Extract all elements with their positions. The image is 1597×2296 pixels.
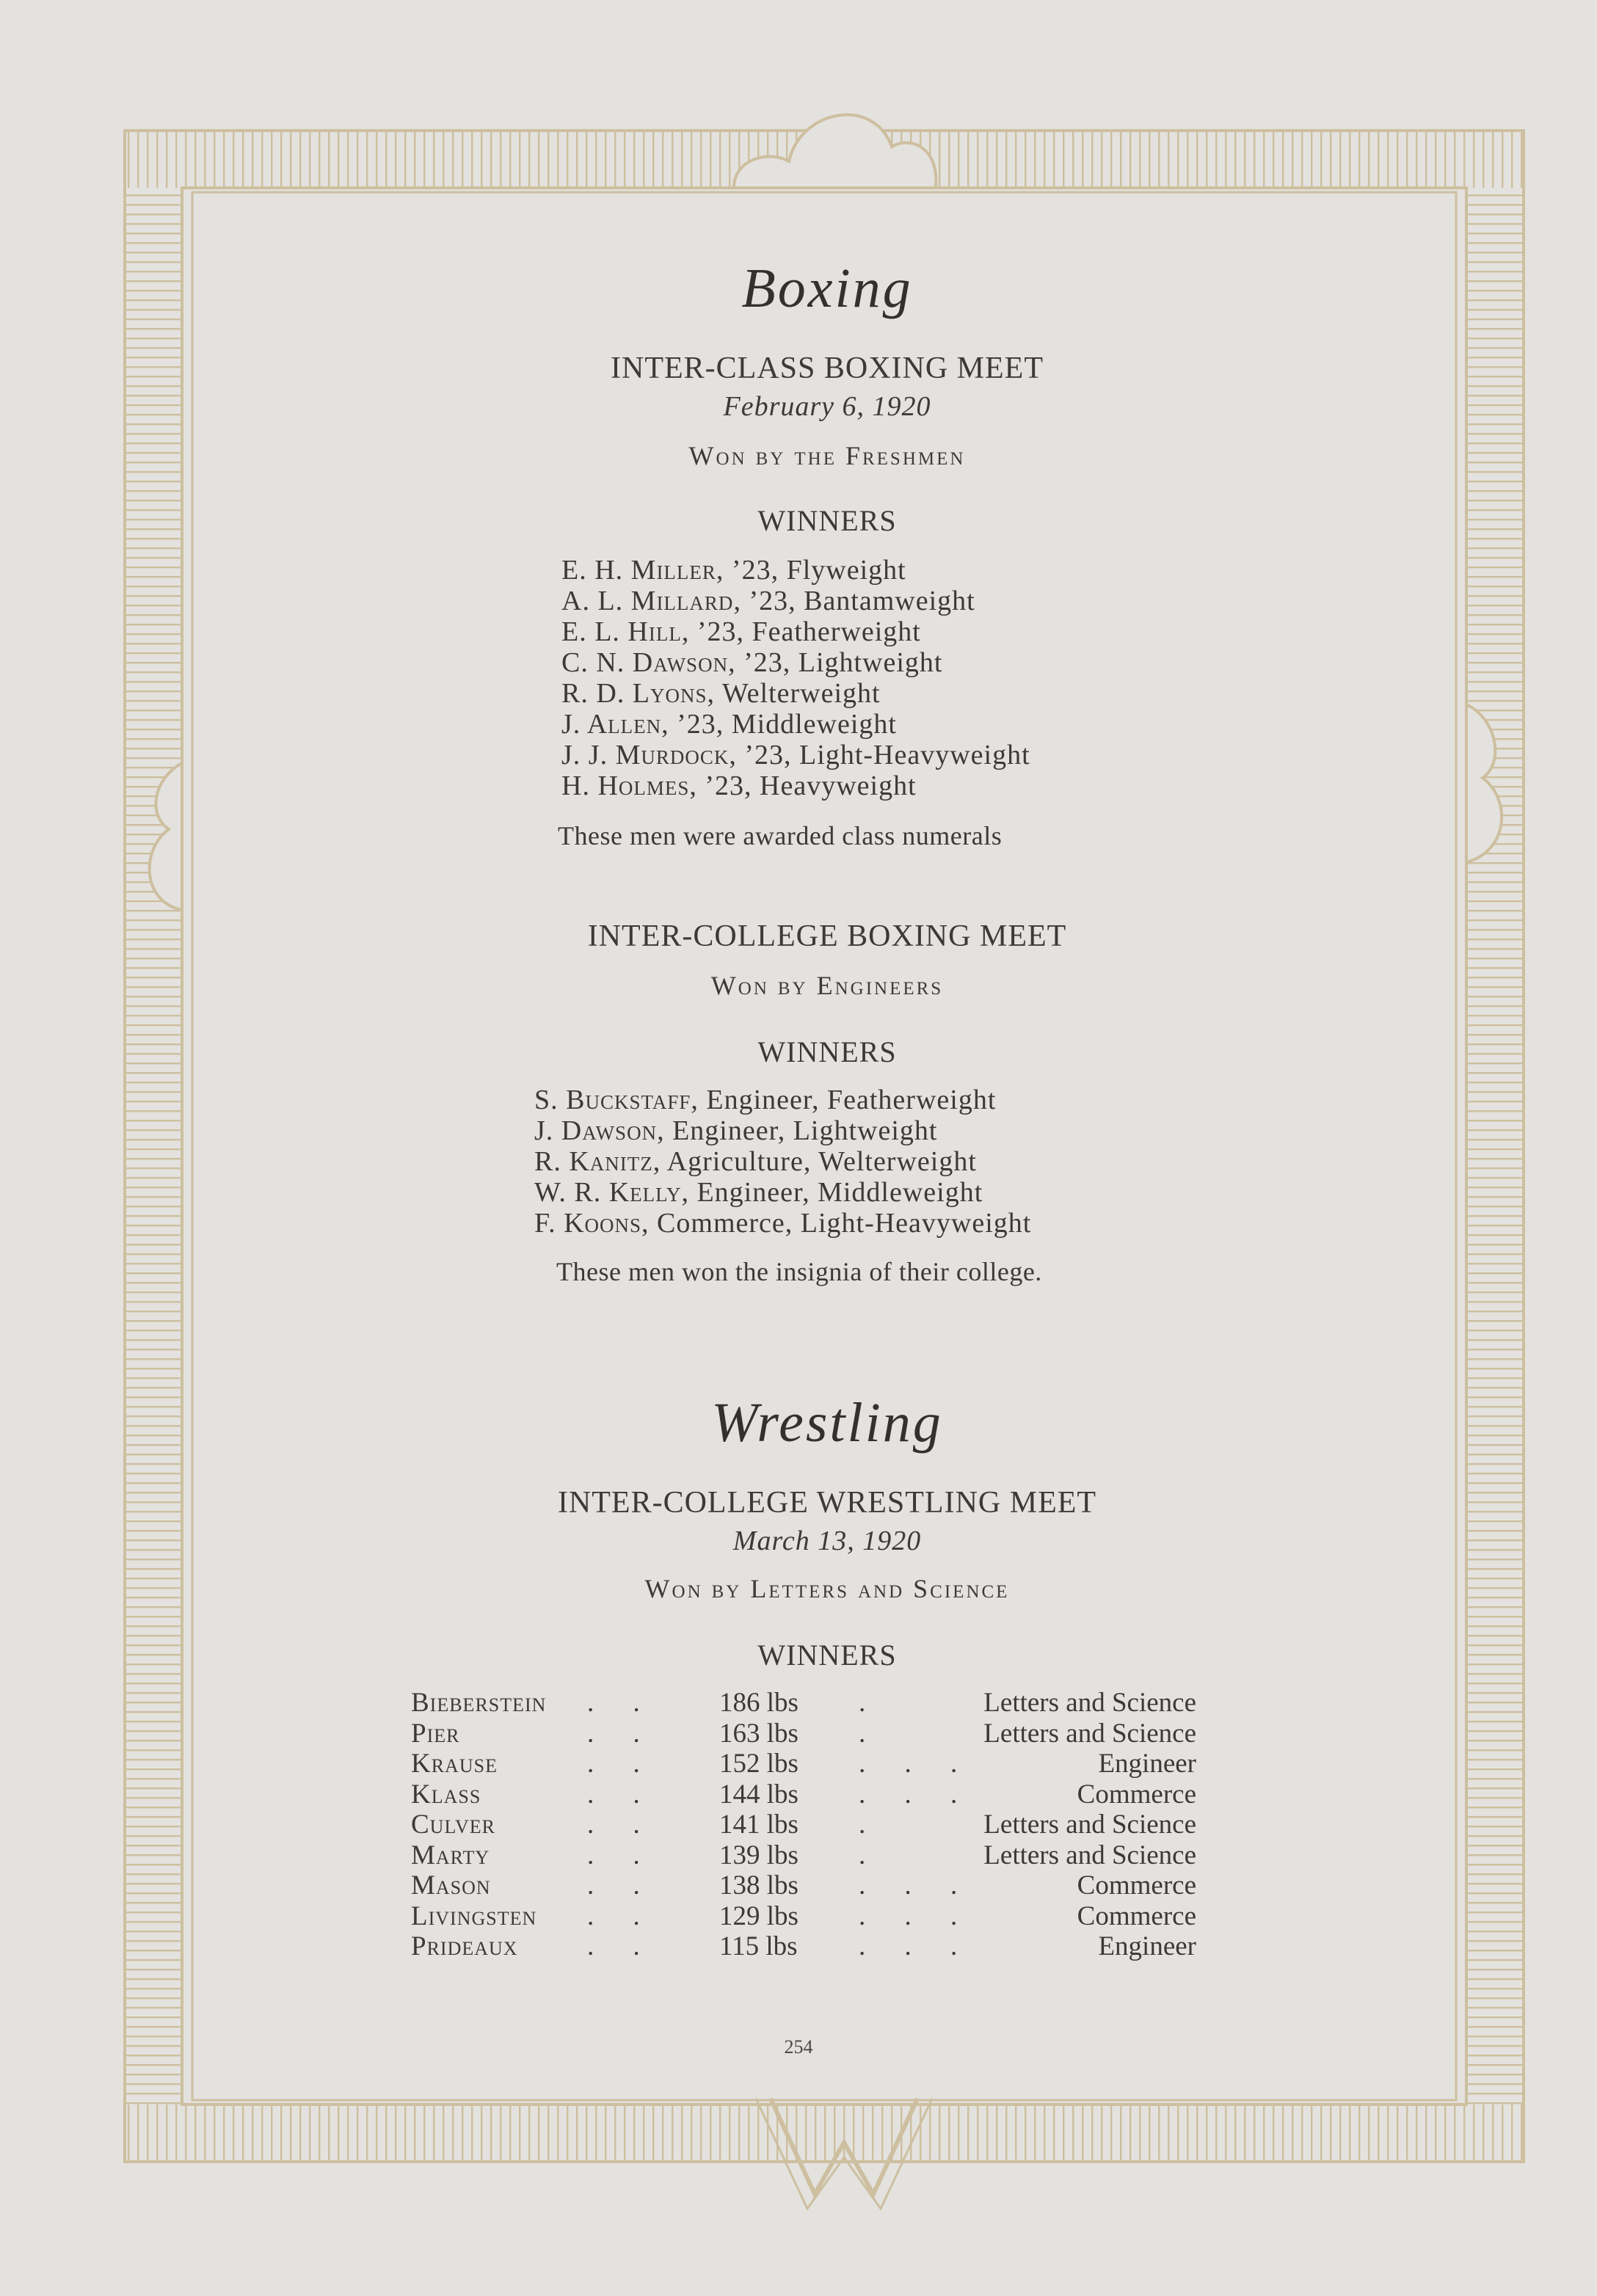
list-item [534, 1085, 1031, 1115]
leader-dots: . . [587, 1718, 656, 1749]
winner-detail: , ’23, Featherweight [681, 616, 921, 647]
list-item [561, 555, 1030, 586]
list-item [534, 1115, 1031, 1146]
wrestler-weight: 144 lbs [719, 1779, 798, 1810]
inter-college-boxing-meet-title: INTER-COLLEGE BOXING MEET [587, 919, 1067, 953]
wrestler-name: Prideaux [411, 1931, 518, 1961]
table-row [411, 1901, 1196, 1932]
wrestler-name: Klass [411, 1779, 481, 1810]
leader-dots: . . . [859, 1749, 974, 1779]
winner-detail: , ’23, Lightweight [728, 647, 943, 678]
list-item [561, 709, 1030, 740]
wrestling-winners-heading: WINNERS [757, 1639, 897, 1672]
wrestler-college: Letters and Science [983, 1688, 1196, 1718]
winner-detail: , ’23, Flyweight [716, 555, 906, 586]
wrestler-weight: 139 lbs [719, 1840, 798, 1870]
winner-detail: , ’23, Heavyweight [689, 770, 917, 801]
leader-dots: . . [587, 1870, 656, 1900]
inter-college-boxing-won-by: Won by Engineers [710, 971, 944, 1000]
winner-name: J. Dawson [534, 1115, 658, 1146]
leader-dots: . . [587, 1810, 656, 1840]
inter-class-winners-list [561, 555, 1030, 801]
leader-dots: . . . [859, 1931, 974, 1961]
winner-name: R. Kanitz [534, 1146, 653, 1177]
list-item [561, 770, 1030, 801]
list-item [534, 1146, 1031, 1177]
winner-name: H. Holmes [561, 770, 690, 801]
leader-dots: . . [587, 1779, 656, 1810]
wrestler-college: Commerce [1077, 1900, 1196, 1931]
table-row [411, 1688, 1196, 1719]
page-number: 254 [784, 2036, 813, 2058]
winner-detail: , Welterweight [707, 678, 881, 709]
leader-dots: . . [587, 1931, 656, 1961]
winner-name: E. L. Hill [561, 616, 682, 647]
wrestler-college: Letters and Science [983, 1718, 1196, 1749]
table-row [411, 1749, 1196, 1779]
list-item [561, 647, 1030, 678]
leader-dots: . [859, 1810, 882, 1840]
wrestler-weight: 141 lbs [719, 1810, 798, 1840]
inter-college-boxing-winners-list [534, 1085, 1031, 1239]
inter-college-boxing-winners-heading: WINNERS [757, 1035, 897, 1068]
wrestler-weight: 138 lbs [719, 1870, 798, 1900]
winner-detail: , Engineer, Middleweight [681, 1177, 983, 1208]
wrestling-won-by: Won by Letters and Science [644, 1574, 1010, 1603]
winner-name: J. Allen [561, 709, 662, 740]
wrestling-winners-table [411, 1688, 1196, 1962]
leader-dots: . . . [859, 1870, 974, 1900]
wrestler-weight: 163 lbs [719, 1718, 798, 1749]
wrestler-weight: 129 lbs [719, 1900, 798, 1931]
wrestler-weight: 186 lbs [719, 1688, 798, 1718]
wrestler-college: Engineer [1098, 1749, 1196, 1779]
list-item [561, 616, 1030, 647]
list-item [534, 1177, 1031, 1208]
leader-dots: . [859, 1688, 882, 1718]
leader-dots: . . [587, 1749, 656, 1779]
table-row [411, 1779, 1196, 1810]
leader-dots: . [859, 1840, 882, 1870]
inter-class-winners-heading: WINNERS [757, 504, 897, 537]
wrestler-weight: 152 lbs [719, 1749, 798, 1779]
wrestler-name: Pier [411, 1718, 460, 1749]
wrestler-name: Krause [411, 1749, 498, 1779]
winner-detail: , Agriculture, Welterweight [652, 1146, 977, 1177]
winner-name: F. Koons [534, 1208, 642, 1239]
inter-class-meet-date: February 6, 1920 [723, 391, 931, 422]
leader-dots: . . . [859, 1779, 974, 1810]
wrestler-college: Commerce [1077, 1779, 1196, 1810]
list-item [534, 1208, 1031, 1239]
winner-name: C. N. Dawson [561, 647, 729, 678]
table-row [411, 1840, 1196, 1871]
wrestler-college: Engineer [1098, 1931, 1196, 1961]
table-row [411, 1810, 1196, 1840]
list-item [561, 678, 1030, 709]
wrestler-college: Letters and Science [983, 1810, 1196, 1840]
wrestler-name: Culver [411, 1810, 495, 1840]
winner-name: A. L. Millard [561, 586, 734, 616]
wrestler-college: Letters and Science [983, 1840, 1196, 1870]
inter-class-meet-title: INTER-CLASS BOXING MEET [611, 351, 1044, 385]
winner-detail: , ’23, Light-Heavyweight [729, 740, 1030, 770]
list-item [561, 740, 1030, 770]
winner-name: J. J. Murdock [561, 740, 730, 770]
wrestler-name: Marty [411, 1840, 490, 1870]
wrestler-college: Commerce [1077, 1870, 1196, 1900]
winner-detail: , Engineer, Lightweight [657, 1115, 938, 1146]
leader-dots: . . [587, 1840, 656, 1870]
leader-dots: . . [587, 1900, 656, 1931]
wrestler-weight: 115 lbs [719, 1931, 798, 1961]
table-row [411, 1719, 1196, 1749]
winner-detail: , ’23, Middleweight [661, 709, 897, 740]
boxing-section-title: Boxing [741, 258, 913, 319]
wrestling-meet-title: INTER-COLLEGE WRESTLING MEET [557, 1486, 1097, 1520]
winner-detail: , ’23, Bantamweight [733, 586, 975, 616]
leader-dots: . [859, 1718, 882, 1749]
leader-dots: . . [587, 1688, 656, 1718]
inter-class-won-by: Won by the Freshmen [688, 441, 966, 470]
wrestler-name: Mason [411, 1870, 491, 1900]
inter-college-boxing-note: These men won the insignia of their college. [556, 1257, 1042, 1286]
leader-dots: . . . [859, 1900, 974, 1931]
table-row [411, 1870, 1196, 1901]
wrestler-name: Livingsten [411, 1900, 537, 1931]
list-item [561, 586, 1030, 616]
winner-name: E. H. Miller [561, 555, 716, 586]
winner-name: W. R. Kelly [534, 1177, 682, 1208]
winner-name: R. D. Lyons [561, 678, 707, 709]
inter-class-note: These men were awarded class numerals [558, 821, 1003, 850]
winner-detail: , Engineer, Featherweight [691, 1085, 997, 1115]
table-row [411, 1931, 1196, 1962]
wrestling-meet-date: March 13, 1920 [732, 1526, 922, 1556]
wrestling-section-title: Wrestling [711, 1392, 943, 1454]
winner-detail: , Commerce, Light-Heavyweight [641, 1208, 1032, 1239]
wrestler-name: Bieberstein [411, 1688, 547, 1718]
winner-name: S. Buckstaff [534, 1085, 691, 1115]
